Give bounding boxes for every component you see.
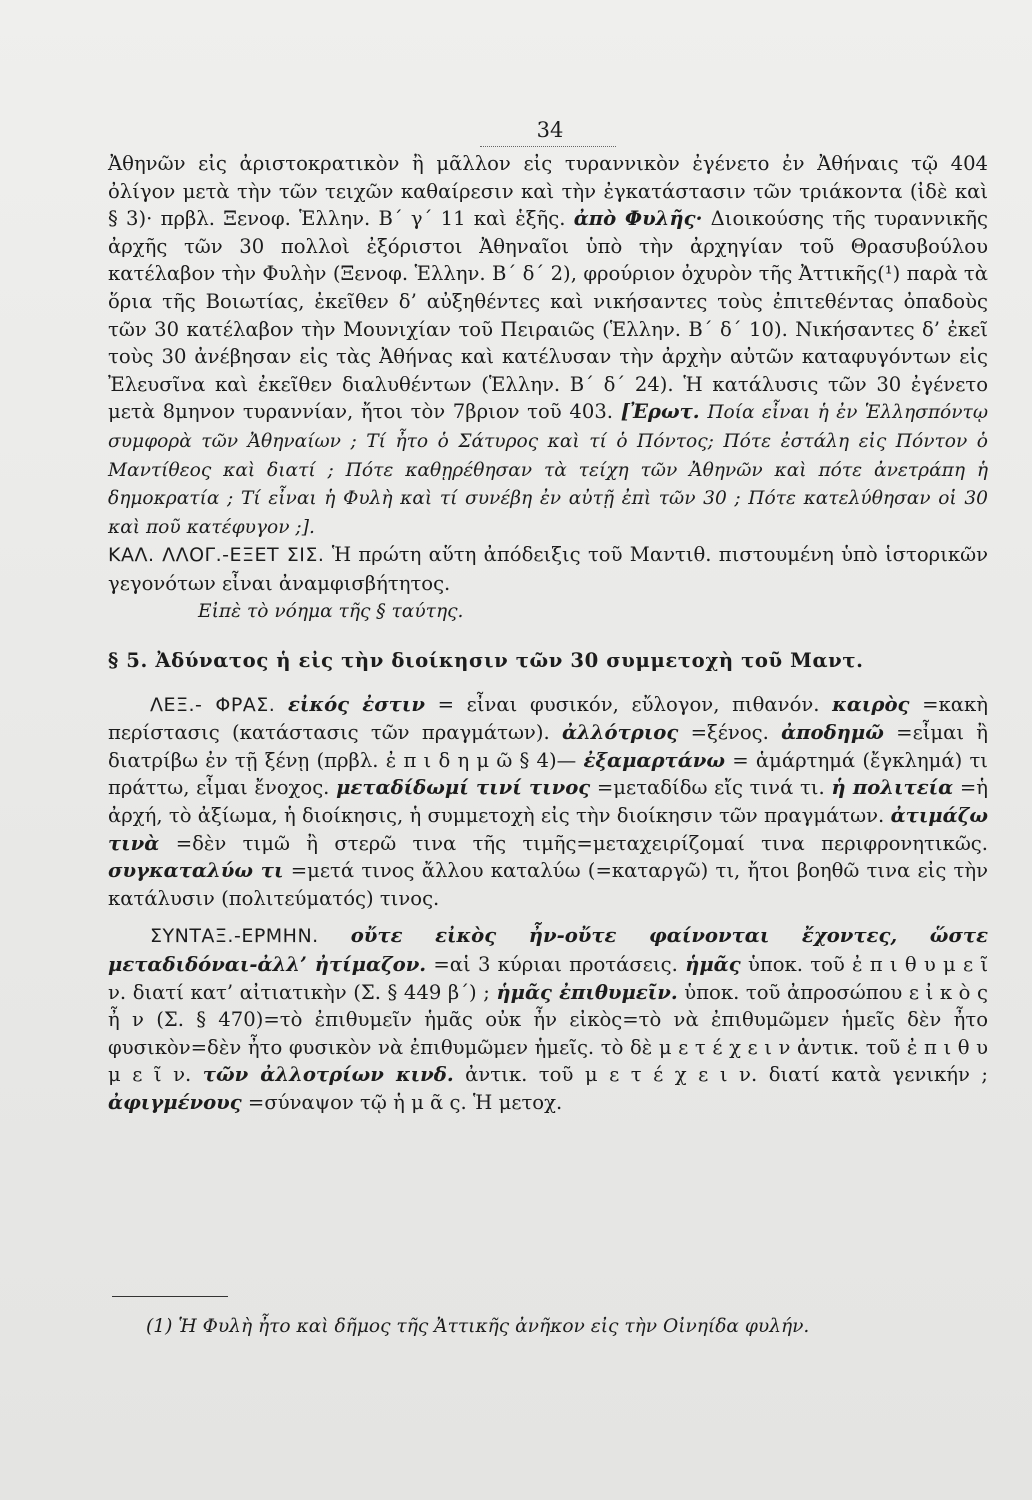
body-text [108, 150, 988, 1117]
meaning-prompt: Εἰπὲ τὸ νόημα τῆς § ταύτης. [198, 600, 464, 622]
footnote-text: Ἡ Φυλὴ ἦτο καὶ δῆμος τῆς Ἀττικῆς ἀνῆκον εἰς τὴν Οἰνηίδα φυλήν. [178, 1316, 810, 1337]
commentary-paragraph [108, 150, 988, 541]
vocab-def-9: =μετά τινος ἄλλου καταλύω (=καταργῶ) τι, ἤτοι βοηθῶ τινα εἰς τὴν κατάλυσιν (πολιτεύματός) τινος. [108, 859, 989, 910]
vocab-term-5: ἐξαμαρτάνω [583, 748, 726, 772]
questions-text: Ποία εἶναι ἡ ἐν Ἑλλησπόντῳ συμφορὰ τῶν Ἀθηναίων ; Τί ἦτο ὁ Σάτυρος καὶ τί ὁ Πόντος; Πότε ἐστάλη εἰς Πόντον ὁ Μαντίθεος καὶ διατί ; Πότε καθῃρέθησαν τὰ τείχη τῶν Ἀθηνῶν καὶ πότε ἀνετράπη ἡ δημοκρατία ; Τί εἶναι ἡ Φυλὴ καὶ τί συνέβη ἐν αὐτῇ ἐπὶ τῶν 30 ; Πότε κατελύθησαν οἱ 30 καὶ ποῦ κατέφυγον ;]. [108, 402, 988, 538]
syntax-def-5: =σύναψον τῷ ἡ μ ᾶ ς. Ἡ μετοχ. [247, 1091, 563, 1114]
page-number-rule [480, 146, 616, 147]
footnote-rule [112, 1296, 228, 1297]
vocab-def-7: =ἡ ἀρχή, τὸ ἀξίωμα, ἡ διοίκησις, ἡ συμμετοχὴ εἰς τὴν διοίκησιν τῶν πραγμάτων. [108, 776, 989, 828]
syntax-label: ΣΥΝΤΑΞ.-ΕΡΜΗΝ. [150, 925, 319, 948]
spacer [108, 912, 988, 922]
vocab-term-2: καιρὸς [832, 692, 910, 716]
vocab-term-7: ἡ πολιτεία [831, 776, 954, 800]
vocab-term-9: συγκαταλύω τι [108, 859, 284, 883]
syntax-def-4: ἀντικ. τοῦ μ ε τ έ χ ε ι ν. διατί κατὰ γενικήν ; [465, 1063, 988, 1087]
logical-exam-paragraph [108, 541, 988, 597]
vocab-term-3: ἀλλότριος [561, 721, 679, 745]
vocab-term-4: ἀποδημῶ [781, 721, 884, 745]
footnote-marker: (1) [146, 1316, 173, 1337]
vocab-def-8: =δὲν τιμῶ ἢ στερῶ τινα τῆς τιμῆς=μεταχειρίζομαί τινα περιφρονητικῶς. [175, 831, 988, 855]
vocab-def-4: =εἶμαι ἢ διατρίβω ἐν τῇ ξένῃ (πρβλ. ἐ π ι δ η μ ῶ § 4)— [108, 721, 989, 772]
syntax-term-4: τῶν ἀλλοτρίων κινδ. [202, 1063, 454, 1087]
vocab-term-6: μεταδίδωμί τινί τινος [336, 776, 591, 800]
vocab-term-1: εἰκός ἐστιν [287, 692, 425, 716]
commentary-lead: Ἀθηνῶν εἰς ἀριστοκρατικὸν ἢ μᾶλλον εἰς τυραννικὸν ἐγένετο ἐν Ἀθήναις τῷ 404 ὀλίγον μετὰ τὴν τῶν τειχῶν καθαίρεσιν καὶ τὴν ἐγκατάστασιν τῶν τριάκοντα (ἰδὲ καὶ § 3)· πρβλ. Ξενοφ. Ἑλλην. Β΄ γ΄ 11 καὶ ἑξῆς. [108, 152, 988, 231]
vocab-term-8: ἀτιμάζω τινὰ [108, 804, 988, 855]
syntax-term-2: ἡμᾶς [685, 953, 741, 977]
section-heading: § 5. Ἀδύνατος ἡ εἰς τὴν διοίκησιν τῶν 30 συμμετοχὴ τοῦ Μαντ. [108, 649, 864, 673]
vocab-def-5: = ἁμάρτημά (ἔγκλημά) τι πράττω, εἶμαι ἔνοχος. [108, 748, 988, 800]
syntax-term-3: ἡμᾶς ἐπιθυμεῖν. [496, 980, 678, 1004]
logical-exam-body: Ἡ πρώτη αὕτη ἀπόδειξις τοῦ Μαντιθ. πιστουμένη ὑπὸ ἱστορικῶν γεγονότων εἶναι ἀναμφισβήτητος. [108, 543, 989, 595]
logical-exam-label: ΚΑΛ. ΛΛΟΓ.-ΕΞΕΤ ΣΙΣ. [108, 544, 325, 567]
vocab-def-6: =μεταδίδω εἴς τινά τι. [596, 776, 825, 800]
vocabulary-paragraph [108, 691, 988, 913]
questions-label: [Ἐρωτ. [620, 400, 700, 424]
vocab-def-3: =ξένος. [690, 721, 769, 745]
page-number: 34 [536, 118, 564, 142]
footnote [146, 1316, 996, 1337]
syntax-def-2: ὑποκ. τοῦ ἐ π ι θ υ μ ε ῖ ν. διατί κατ’ αἰτιατικὴν (Σ. § 449 β΄) ; [108, 953, 989, 1004]
vocab-def-1: = εἶναι φυσικόν, εὔλογον, πιθανόν. [437, 692, 820, 716]
vocab-def-2: =κακὴ περίστασις (κατάστασις τῶν πραγμάτων). [108, 692, 988, 745]
spacer [108, 675, 988, 691]
syntax-def-1: =αἱ 3 κύριαι προτάσεις. [433, 953, 678, 977]
vocabulary-label: ΛΕΞ.- ΦΡΑΣ. [150, 693, 276, 716]
syntax-def-3: ὑποκ. τοῦ ἀπροσώπου ε ἰ κ ὸ ς ἦ ν (Σ. § 470)=τὸ ἐπιθυμεῖν ἡμᾶς οὐκ ἦν εἰκὸς=τὸ νὰ ἐπιθυμῶμεν ἡμεῖς δὲν ἦτο φυσικὸν=δὲν ἦτο φυσικὸν νὰ ἐπιθυμῶμεν ἡμεῖς. τὸ δὲ μ ε τ έ χ ε ι ν ἀντικ. τοῦ ἐ π ι θ υ μ ε ῖ ν. [108, 980, 988, 1087]
syntax-term-5: ἀφιγμένους [108, 1091, 242, 1114]
syntax-term-1: οὔτε εἰκὸς ἦν-οὔτε φαίνονται ἔχοντες, ὥστε μεταδιδόναι-ἀλλ’ ἠτίμαζον. [108, 924, 988, 977]
commentary-body: Διοικούσης τῆς τυραννικῆς ἀρχῆς τῶν 30 πολλοὶ ἐξόριστοι Ἀθηναῖοι ὑπὸ τὴν ἀρχηγίαν τοῦ Θρασυβούλου κατέλαβον τὴν Φυλὴν (Ξενοφ. Ἑλλην. Β΄ δ΄ 2), φρούριον ὀχυρὸν τῆς Ἀττικῆς(¹) παρὰ τὰ ὅρια τῆς Βοιωτίας, ἐκεῖθεν δ’ αὐξηθέντες καὶ νικήσαντες τοὺς ἐπιτεθέντας ὀπαδοὺς τῶν 30 κατέλαβον τὴν Μουνιχίαν τοῦ Πειραιῶς (Ἑλλην. Β΄ δ΄ 10). Νικήσαντες δ’ ἐκεῖ τοὺς 30 ἀνέβησαν εἰς τὰς Ἀθήνας καὶ κατέλυσαν τὴν ἀρχὴν αὐτῶν καταφυγόντων εἰς Ἐλευσῖνα καὶ ἐκεῖθεν διαλυθέντων (Ἑλλην. Β΄ δ΄ 24). Ἡ κατάλυσις τῶν 30 ἐγένετο μετὰ 8μηνον τυραννίαν, ἤτοι τὸν 7βριον τοῦ 403. [108, 207, 988, 424]
syntax-paragraph [108, 922, 988, 1116]
term-apo-phyles: ἀπὸ Φυλῆς· [573, 207, 703, 231]
